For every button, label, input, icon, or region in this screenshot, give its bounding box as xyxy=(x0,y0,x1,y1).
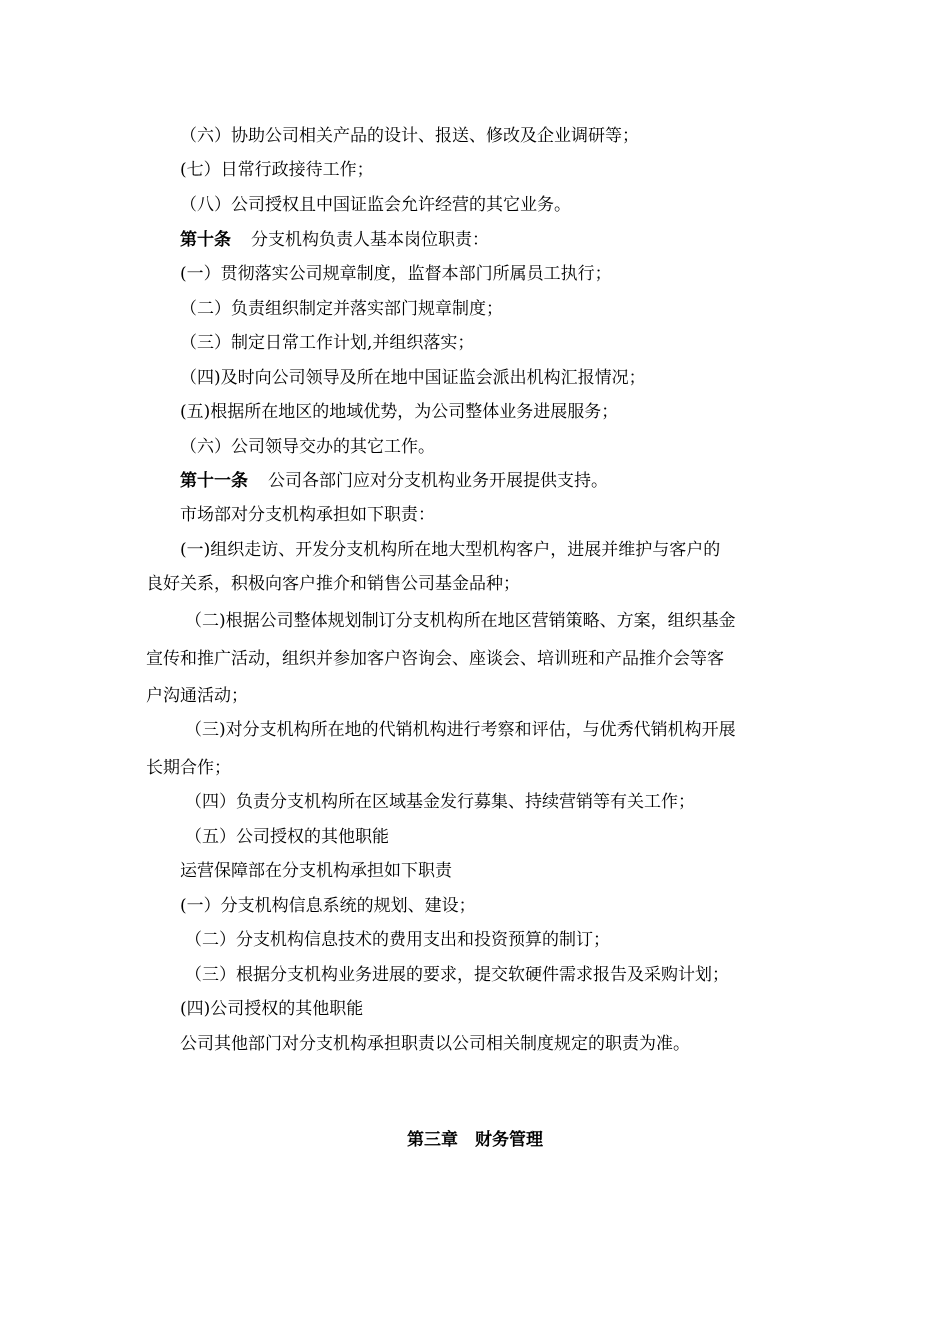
text-line: 市场部对分支机构承担如下职责： xyxy=(180,505,435,525)
text-line: （三）根据分支机构业务进展的要求，提交软硬件需求报告及采购计划； xyxy=(185,965,729,985)
text-line: （六）协助公司相关产品的设计、报送、修改及企业调研等； xyxy=(180,126,639,146)
text-line: (一）分支机构信息系统的规划、建设； xyxy=(180,896,476,916)
text-line: 运营保障部在分支机构承担如下职责 xyxy=(180,861,452,881)
text-line: (一）贯彻落实公司规章制度，监督本部门所属员工执行； xyxy=(180,264,612,284)
text-line: （二)根据公司整体规划制订分支机构所在地区营销策略、方案，组织基金 xyxy=(185,611,736,631)
text-line: 良好关系，积极向客户推介和销售公司基金品种； xyxy=(146,574,520,594)
article-heading: 第十一条 xyxy=(180,471,248,491)
text-line: （六）公司领导交办的其它工作。 xyxy=(180,437,435,457)
text-line: （三）制定日常工作计划,并组织落实； xyxy=(180,333,475,353)
text-line: (一)组织走访、开发分支机构所在地大型机构客户，进展并维护与客户的 xyxy=(180,540,721,560)
text-line: 宣传和推广活动，组织并参加客户咨询会、座谈会、培训班和产品推介会等客 xyxy=(146,649,724,669)
text-line: （五）公司授权的其他职能 xyxy=(185,827,389,847)
text-line: （八）公司授权且中国证监会允许经营的其它业务。 xyxy=(180,195,571,215)
article-line: 第十一条 公司各部门应对分支机构业务开展提供支持。 xyxy=(180,471,608,491)
text-line: (五)根据所在地区的地域优势，为公司整体业务进展服务； xyxy=(180,402,619,422)
text-line: （二）分支机构信息技术的费用支出和投资预算的制订； xyxy=(185,930,610,950)
text-line: (四)公司授权的其他职能 xyxy=(180,999,364,1019)
text-line: （二）负责组织制定并落实部门规章制度； xyxy=(180,299,503,319)
text-line: （三)对分支机构所在地的代销机构进行考察和评估，与优秀代销机构开展 xyxy=(185,720,736,740)
article-line: 第十条 分支机构负责人基本岗位职责： xyxy=(180,230,489,250)
text-line: (七）日常行政接待工作； xyxy=(180,160,374,180)
article-heading: 第十条 xyxy=(180,230,231,250)
text-line: 公司其他部门对分支机构承担职责以公司相关制度规定的职责为准。 xyxy=(180,1034,690,1054)
text-line: （四）负责分支机构所在区域基金发行募集、持续营销等有关工作； xyxy=(185,792,695,812)
text-line: 户沟通活动； xyxy=(146,686,248,706)
chapter-heading: 第三章 财务管理 xyxy=(407,1130,543,1150)
text-line: 长期合作； xyxy=(146,758,231,778)
text-line: （四)及时向公司领导及所在地中国证监会派出机构汇报情况； xyxy=(180,368,646,388)
